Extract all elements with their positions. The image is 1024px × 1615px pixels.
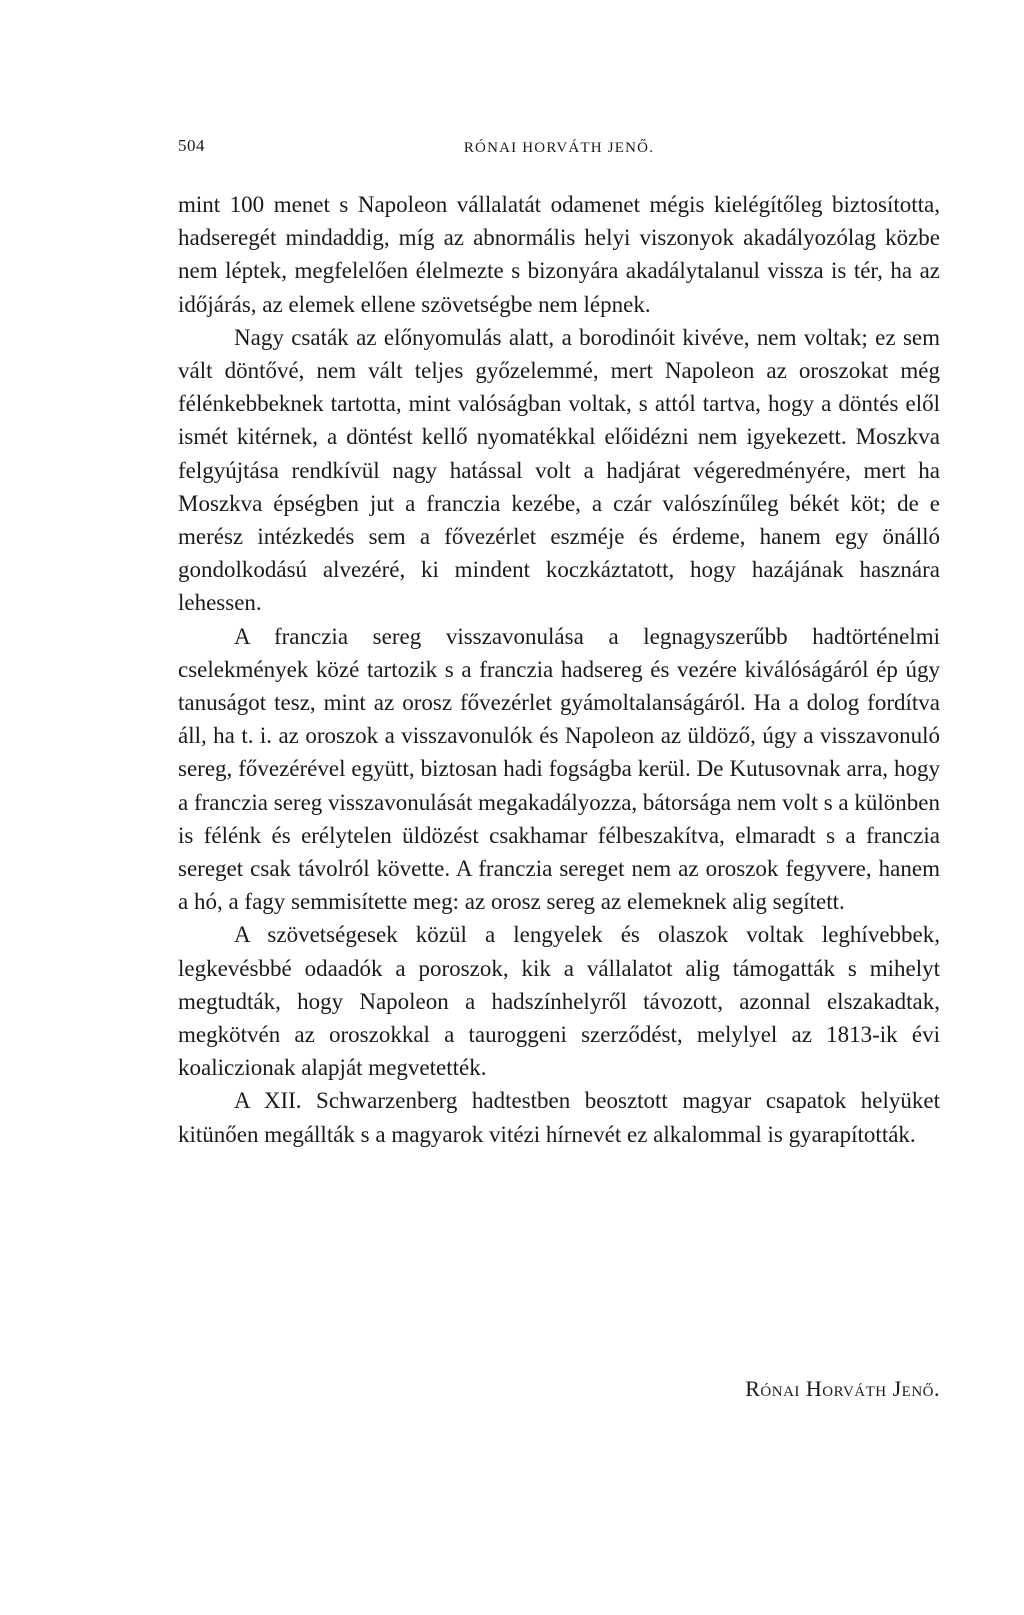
paragraph: A XII. Schwarzenberg hadtestben beosztott magyar csapatok helyüket kitünően megállták s a magyarok vitézi hírnevét ez alkalommal is gyarapították. [178, 1088, 940, 1147]
author-signature: Rónai Horváth Jenő. [745, 1376, 940, 1401]
paragraph: Nagy csaták az előnyomulás alatt, a borodinóit kivéve, nem voltak; ez sem vált döntővé, nem vált teljes győzelemmé, mert Napoleon az oroszokat még félénkebbeknek tartotta, mint valóságban voltak, s attól tartva, hogy a döntés elől ismét kitérnek, a döntést kellő nyomatékkal előidézni nem igyekezett. Moszkva felgyújtása rendkívül nagy hatással volt a hadjárat végeredményére, mert ha Moszkva épségben jut a franczia kezébe, a czár valószínűleg békét köt; de e merész intézkedés sem a fővezérlet eszméje és érdeme, hanem egy önálló gondolkodású alvezéré, ki mindent koczkáztatott, hogy hazájának hasznára lehessen. [178, 324, 940, 616]
paragraph: mint 100 menet s Napoleon vállalatát odamenet mégis kielégítőleg biztosította, hadseregét mindaddig, míg az abnormális helyi viszonyok akadályozólag közbe nem léptek, megfelelően élelmezte s bizonyára akadálytalanul vissza is tér, ha az időjárás, az elemek ellene szövetségbe nem lépnek. [178, 192, 940, 317]
paragraph: A szövetségesek közül a lengyelek és olaszok voltak leghívebbek, legkevésbbé odaadók a poroszok, kik a vállalatot alig támogatták s mihelyt megtudták, hogy Napoleon a hadszínhelyről távozott, azonnal elszakadtak, megkötvén az oroszokkal a tauroggeni szerződést, melylyel az 1813-ik évi koaliczionak alapját megvetették. [178, 922, 940, 1081]
page-header [178, 136, 940, 166]
paragraph: A franczia sereg visszavonulása a legnagyszerűbb hadtörténelmi cselekmények közé tartozik s a franczia hadsereg és vezére kiválóságáról ép úgy tanuságot tesz, mint az orosz fővezérlet gyámoltalanságáról. Ha a dolog fordítva áll, ha t. i. az oroszok a visszavonulók és Napoleon az üldöző, úgy a visszavonuló sereg, fővezérével együtt, biztosan hadi fogságba kerül. De Kutusovnak arra, hogy a franczia sereg visszavonulását megakadályozza, bátorsága nem volt s a különben is félénk és erélytelen üldözést csakhamar félbeszakítva, elmaradt s a franczia sereget csak távolról követte. A franczia sereget nem az oroszok fegyvere, hanem a hó, a fagy semmisítette meg: az orosz sereg az elemeknek alig segített. [178, 623, 940, 915]
body-text [178, 188, 940, 1151]
running-head: RÓNAI HORVÁTH JENŐ. [463, 140, 655, 156]
page-number: 504 [178, 136, 205, 155]
